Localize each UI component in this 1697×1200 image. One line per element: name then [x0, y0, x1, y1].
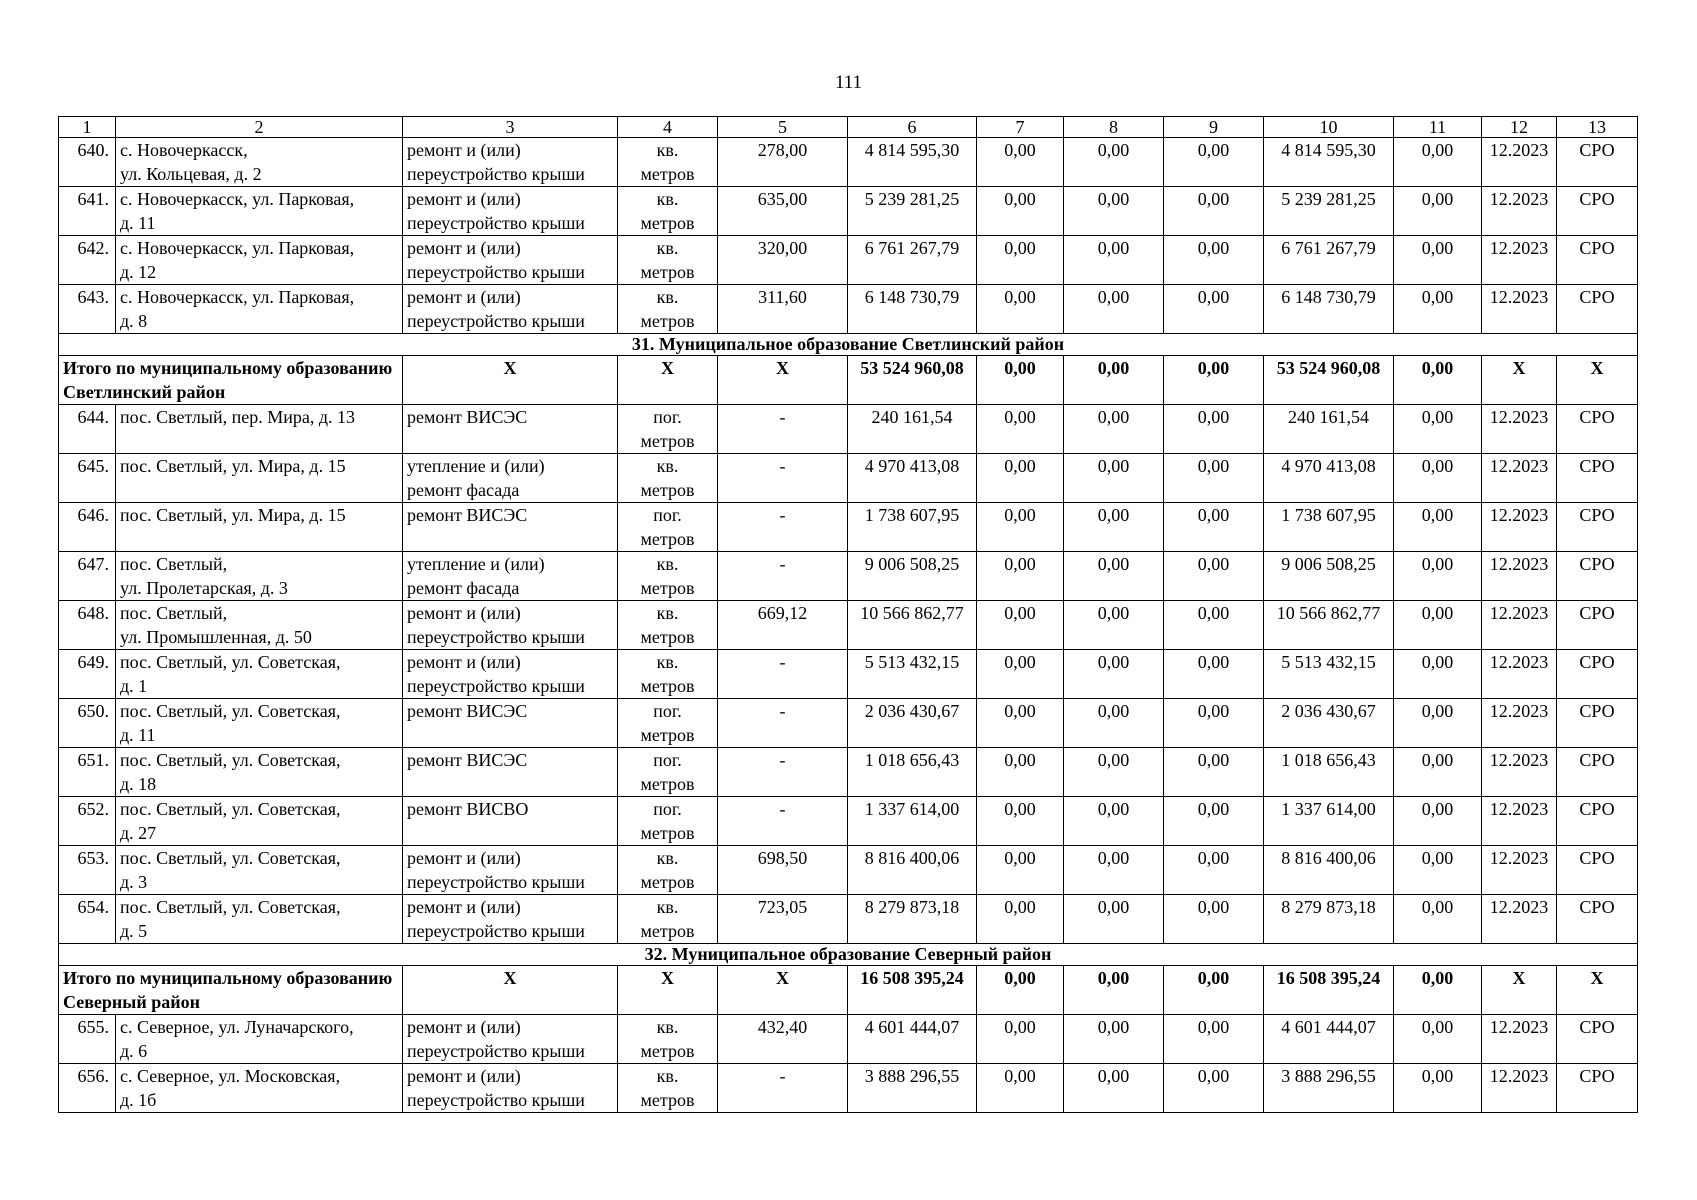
cell-cost-other: 0,00	[1394, 1015, 1482, 1064]
table-row	[59, 895, 1638, 944]
cell-row-number: 641.	[59, 187, 116, 236]
cell-method: СРО	[1557, 699, 1638, 748]
cell-deadline: 12.2023	[1482, 650, 1557, 699]
cell-cost-owners: 1 337 614,00	[1264, 797, 1394, 846]
cell-cost-regional: 0,00	[1064, 846, 1164, 895]
header-cell: 8	[1064, 117, 1164, 138]
cell-method: СРО	[1557, 138, 1638, 187]
cell-method: СРО	[1557, 503, 1638, 552]
cell-deadline: 12.2023	[1482, 454, 1557, 503]
cell-unit: кв. метров	[618, 454, 718, 503]
cell-cost-other: 0,00	[1394, 236, 1482, 285]
cell-deadline: 12.2023	[1482, 236, 1557, 285]
header-cell: 12	[1482, 117, 1557, 138]
cell-cost-owners: 8 279 873,18	[1264, 895, 1394, 944]
cell-deadline: 12.2023	[1482, 797, 1557, 846]
cell-unit: кв. метров	[618, 895, 718, 944]
cell-cost-federal: 0,00	[977, 1064, 1064, 1113]
cell-row-number: 646.	[59, 503, 116, 552]
cell-deadline: 12.2023	[1482, 699, 1557, 748]
cell-cost-federal: 0,00	[977, 748, 1064, 797]
cell-cost-other: 0,00	[1394, 650, 1482, 699]
cell-cost-owners: 4 814 595,30	[1264, 138, 1394, 187]
cell-deadline: 12.2023	[1482, 748, 1557, 797]
cell-cost-local: 0,00	[1164, 748, 1264, 797]
header-cell: 4	[618, 117, 718, 138]
cell-cost-other: 0,00	[1394, 846, 1482, 895]
column-number-header	[59, 117, 1638, 138]
cell-method: СРО	[1557, 650, 1638, 699]
total-cell: 0,00	[1064, 356, 1164, 405]
cell-deadline: 12.2023	[1482, 552, 1557, 601]
cell-method: СРО	[1557, 1015, 1638, 1064]
cell-deadline: 12.2023	[1482, 601, 1557, 650]
cell-cost-total: 8 816 400,06	[848, 846, 977, 895]
cell-cost-owners: 5 239 281,25	[1264, 187, 1394, 236]
cell-method: СРО	[1557, 846, 1638, 895]
cell-cost-local: 0,00	[1164, 454, 1264, 503]
cell-work-type: ремонт и (или) переустройство крыши	[403, 601, 618, 650]
cell-row-number: 652.	[59, 797, 116, 846]
cell-method: СРО	[1557, 601, 1638, 650]
section-31-header	[59, 334, 1638, 356]
table-row	[59, 846, 1638, 895]
cell-cost-total: 5 513 432,15	[848, 650, 977, 699]
cell-work-type: утепление и (или) ремонт фасада	[403, 454, 618, 503]
cell-cost-other: 0,00	[1394, 552, 1482, 601]
table-row	[59, 699, 1638, 748]
cell-work-type: ремонт ВИСЭС	[403, 699, 618, 748]
cell-area: -	[718, 454, 848, 503]
header-cell: 7	[977, 117, 1064, 138]
cell-row-number: 651.	[59, 748, 116, 797]
cell-row-number: 645.	[59, 454, 116, 503]
cell-unit: кв. метров	[618, 601, 718, 650]
cell-cost-total: 9 006 508,25	[848, 552, 977, 601]
total-cell: 0,00	[1164, 356, 1264, 405]
total-cell: 0,00	[977, 356, 1064, 405]
cell-method: СРО	[1557, 405, 1638, 454]
cell-address: с. Северное, ул. Московская, д. 1б	[116, 1064, 403, 1113]
cell-address: пос. Светлый, ул. Мира, д. 15	[116, 454, 403, 503]
total-cell: X	[618, 966, 718, 1015]
cell-work-type: ремонт и (или) переустройство крыши	[403, 1064, 618, 1113]
cell-work-type: ремонт ВИСЭС	[403, 503, 618, 552]
cell-method: СРО	[1557, 187, 1638, 236]
cell-cost-other: 0,00	[1394, 797, 1482, 846]
total-cell: 16 508 395,24	[848, 966, 977, 1015]
cell-cost-federal: 0,00	[977, 503, 1064, 552]
cell-cost-owners: 10 566 862,77	[1264, 601, 1394, 650]
cell-cost-total: 8 279 873,18	[848, 895, 977, 944]
table-row	[59, 748, 1638, 797]
cell-area: -	[718, 650, 848, 699]
cell-cost-owners: 6 761 267,79	[1264, 236, 1394, 285]
cell-address: пос. Светлый, ул. Советская, д. 1	[116, 650, 403, 699]
cell-address: с. Северное, ул. Луначарского, д. 6	[116, 1015, 403, 1064]
cell-deadline: 12.2023	[1482, 1064, 1557, 1113]
table-row	[59, 1064, 1638, 1113]
total-cell: 0,00	[977, 966, 1064, 1015]
cell-cost-regional: 0,00	[1064, 138, 1164, 187]
cell-cost-owners: 4 601 444,07	[1264, 1015, 1394, 1064]
cell-address: пос. Светлый, пер. Мира, д. 13	[116, 405, 403, 454]
cell-cost-total: 240 161,54	[848, 405, 977, 454]
cell-cost-total: 5 239 281,25	[848, 187, 977, 236]
total-label: Итого по муниципальному образованию Северный район	[59, 966, 403, 1015]
cell-unit: кв. метров	[618, 650, 718, 699]
cell-cost-regional: 0,00	[1064, 699, 1164, 748]
cell-unit: кв. метров	[618, 285, 718, 334]
cell-area: -	[718, 1064, 848, 1113]
cell-address: пос. Светлый, ул. Советская, д. 5	[116, 895, 403, 944]
cell-work-type: ремонт и (или) переустройство крыши	[403, 895, 618, 944]
cell-work-type: ремонт и (или) переустройство крыши	[403, 846, 618, 895]
table-row	[59, 454, 1638, 503]
cell-cost-regional: 0,00	[1064, 1064, 1164, 1113]
table-row	[59, 236, 1638, 285]
total-cell: X	[403, 356, 618, 405]
cell-cost-other: 0,00	[1394, 285, 1482, 334]
cell-cost-local: 0,00	[1164, 1015, 1264, 1064]
cell-address: пос. Светлый, ул. Пролетарская, д. 3	[116, 552, 403, 601]
rows-novocherkassk	[59, 138, 1638, 334]
cell-work-type: ремонт и (или) переустройство крыши	[403, 1015, 618, 1064]
total-cell: X	[1557, 966, 1638, 1015]
cell-cost-local: 0,00	[1164, 1064, 1264, 1113]
cell-cost-local: 0,00	[1164, 405, 1264, 454]
cell-cost-other: 0,00	[1394, 454, 1482, 503]
cell-address: пос. Светлый, ул. Советская, д. 3	[116, 846, 403, 895]
cell-cost-regional: 0,00	[1064, 650, 1164, 699]
cell-cost-total: 1 337 614,00	[848, 797, 977, 846]
cell-unit: пог. метров	[618, 797, 718, 846]
cell-deadline: 12.2023	[1482, 895, 1557, 944]
cell-work-type: ремонт ВИСВО	[403, 797, 618, 846]
header-cell: 1	[59, 117, 116, 138]
cell-area: 278,00	[718, 138, 848, 187]
cell-method: СРО	[1557, 236, 1638, 285]
cell-method: СРО	[1557, 895, 1638, 944]
cell-cost-other: 0,00	[1394, 503, 1482, 552]
cell-cost-local: 0,00	[1164, 797, 1264, 846]
cell-work-type: ремонт и (или) переустройство крыши	[403, 650, 618, 699]
cell-work-type: ремонт ВИСЭС	[403, 748, 618, 797]
cell-deadline: 12.2023	[1482, 405, 1557, 454]
table-row	[59, 187, 1638, 236]
cell-cost-local: 0,00	[1164, 138, 1264, 187]
cell-cost-federal: 0,00	[977, 552, 1064, 601]
cell-cost-regional: 0,00	[1064, 454, 1164, 503]
cell-work-type: ремонт и (или) переустройство крыши	[403, 138, 618, 187]
cell-deadline: 12.2023	[1482, 846, 1557, 895]
cell-area: -	[718, 552, 848, 601]
cell-unit: пог. метров	[618, 699, 718, 748]
cell-cost-federal: 0,00	[977, 895, 1064, 944]
total-cell: 53 524 960,08	[1264, 356, 1394, 405]
cell-address: с. Новочеркасск, ул. Кольцевая, д. 2	[116, 138, 403, 187]
cell-work-type: ремонт и (или) переустройство крыши	[403, 285, 618, 334]
section-title: 31. Муниципальное образование Светлинский район	[59, 334, 1638, 356]
section-32-header	[59, 944, 1638, 966]
cell-work-type: утепление и (или) ремонт фасада	[403, 552, 618, 601]
cell-cost-other: 0,00	[1394, 748, 1482, 797]
cell-cost-regional: 0,00	[1064, 187, 1164, 236]
cell-cost-regional: 0,00	[1064, 601, 1164, 650]
cell-area: 698,50	[718, 846, 848, 895]
cell-row-number: 643.	[59, 285, 116, 334]
cell-area: 635,00	[718, 187, 848, 236]
cell-cost-total: 6 148 730,79	[848, 285, 977, 334]
table-row	[59, 601, 1638, 650]
cell-method: СРО	[1557, 1064, 1638, 1113]
cell-method: СРО	[1557, 748, 1638, 797]
section-32-total-row	[59, 966, 1638, 1015]
cell-cost-owners: 1 018 656,43	[1264, 748, 1394, 797]
table-row	[59, 552, 1638, 601]
cell-cost-other: 0,00	[1394, 895, 1482, 944]
cell-cost-total: 10 566 862,77	[848, 601, 977, 650]
cell-address: пос. Светлый, ул. Промышленная, д. 50	[116, 601, 403, 650]
cell-cost-federal: 0,00	[977, 1015, 1064, 1064]
cell-cost-local: 0,00	[1164, 236, 1264, 285]
cell-cost-total: 4 601 444,07	[848, 1015, 977, 1064]
cell-area: 311,60	[718, 285, 848, 334]
cell-cost-total: 4 970 413,08	[848, 454, 977, 503]
section-31-total-row	[59, 356, 1638, 405]
cell-cost-regional: 0,00	[1064, 748, 1164, 797]
cell-cost-federal: 0,00	[977, 650, 1064, 699]
cell-unit: кв. метров	[618, 1064, 718, 1113]
cell-area: -	[718, 797, 848, 846]
cell-area: -	[718, 748, 848, 797]
cell-method: СРО	[1557, 797, 1638, 846]
cell-row-number: 644.	[59, 405, 116, 454]
rows-svetlinsky	[59, 405, 1638, 944]
cell-row-number: 649.	[59, 650, 116, 699]
capital-repair-register-table	[58, 116, 1638, 1113]
cell-cost-regional: 0,00	[1064, 895, 1164, 944]
total-label: Итого по муниципальному образованию Светлинский район	[59, 356, 403, 405]
cell-cost-owners: 3 888 296,55	[1264, 1064, 1394, 1113]
header-cell: 11	[1394, 117, 1482, 138]
cell-cost-other: 0,00	[1394, 601, 1482, 650]
cell-cost-total: 6 761 267,79	[848, 236, 977, 285]
cell-cost-owners: 5 513 432,15	[1264, 650, 1394, 699]
cell-unit: кв. метров	[618, 138, 718, 187]
cell-cost-total: 3 888 296,55	[848, 1064, 977, 1113]
cell-cost-owners: 4 970 413,08	[1264, 454, 1394, 503]
cell-area: -	[718, 405, 848, 454]
total-cell: X	[618, 356, 718, 405]
header-cell: 10	[1264, 117, 1394, 138]
cell-area: 320,00	[718, 236, 848, 285]
rows-severny	[59, 1015, 1638, 1113]
cell-address: пос. Светлый, ул. Советская, д. 18	[116, 748, 403, 797]
cell-method: СРО	[1557, 552, 1638, 601]
cell-cost-owners: 2 036 430,67	[1264, 699, 1394, 748]
cell-cost-regional: 0,00	[1064, 405, 1164, 454]
cell-address: с. Новочеркасск, ул. Парковая, д. 12	[116, 236, 403, 285]
cell-cost-local: 0,00	[1164, 601, 1264, 650]
table-row	[59, 1015, 1638, 1064]
cell-cost-total: 4 814 595,30	[848, 138, 977, 187]
table-row	[59, 797, 1638, 846]
table-row	[59, 405, 1638, 454]
cell-cost-owners: 240 161,54	[1264, 405, 1394, 454]
header-cell: 9	[1164, 117, 1264, 138]
header-cell: 2	[116, 117, 403, 138]
cell-deadline: 12.2023	[1482, 187, 1557, 236]
cell-cost-other: 0,00	[1394, 1064, 1482, 1113]
cell-unit: кв. метров	[618, 236, 718, 285]
cell-cost-total: 1 738 607,95	[848, 503, 977, 552]
cell-unit: кв. метров	[618, 846, 718, 895]
cell-cost-federal: 0,00	[977, 187, 1064, 236]
cell-row-number: 653.	[59, 846, 116, 895]
cell-address: с. Новочеркасск, ул. Парковая, д. 8	[116, 285, 403, 334]
cell-work-type: ремонт ВИСЭС	[403, 405, 618, 454]
cell-cost-regional: 0,00	[1064, 1015, 1164, 1064]
cell-unit: пог. метров	[618, 405, 718, 454]
cell-row-number: 654.	[59, 895, 116, 944]
cell-cost-federal: 0,00	[977, 138, 1064, 187]
page-number: 111	[834, 72, 863, 93]
cell-cost-owners: 6 148 730,79	[1264, 285, 1394, 334]
cell-area: 432,40	[718, 1015, 848, 1064]
total-cell: 0,00	[1064, 966, 1164, 1015]
cell-cost-regional: 0,00	[1064, 503, 1164, 552]
total-cell: X	[1482, 356, 1557, 405]
cell-cost-local: 0,00	[1164, 187, 1264, 236]
cell-cost-federal: 0,00	[977, 405, 1064, 454]
header-cell: 3	[403, 117, 618, 138]
header-cell: 13	[1557, 117, 1638, 138]
section-title: 32. Муниципальное образование Северный район	[59, 944, 1638, 966]
header-cell: 6	[848, 117, 977, 138]
cell-deadline: 12.2023	[1482, 285, 1557, 334]
cell-cost-owners: 1 738 607,95	[1264, 503, 1394, 552]
cell-cost-federal: 0,00	[977, 454, 1064, 503]
cell-cost-local: 0,00	[1164, 699, 1264, 748]
cell-cost-federal: 0,00	[977, 236, 1064, 285]
cell-cost-other: 0,00	[1394, 138, 1482, 187]
cell-area: -	[718, 503, 848, 552]
cell-row-number: 647.	[59, 552, 116, 601]
cell-cost-local: 0,00	[1164, 503, 1264, 552]
header-cell: 5	[718, 117, 848, 138]
cell-area: 669,12	[718, 601, 848, 650]
cell-cost-federal: 0,00	[977, 699, 1064, 748]
cell-row-number: 648.	[59, 601, 116, 650]
cell-cost-federal: 0,00	[977, 797, 1064, 846]
cell-row-number: 655.	[59, 1015, 116, 1064]
cell-cost-local: 0,00	[1164, 895, 1264, 944]
table-row	[59, 650, 1638, 699]
cell-unit: кв. метров	[618, 187, 718, 236]
total-cell: 0,00	[1394, 966, 1482, 1015]
cell-unit: пог. метров	[618, 503, 718, 552]
cell-cost-other: 0,00	[1394, 405, 1482, 454]
total-cell: X	[718, 966, 848, 1015]
cell-row-number: 640.	[59, 138, 116, 187]
cell-cost-total: 1 018 656,43	[848, 748, 977, 797]
cell-work-type: ремонт и (или) переустройство крыши	[403, 187, 618, 236]
total-cell: X	[403, 966, 618, 1015]
cell-area: -	[718, 699, 848, 748]
cell-cost-owners: 9 006 508,25	[1264, 552, 1394, 601]
table-row	[59, 503, 1638, 552]
cell-area: 723,05	[718, 895, 848, 944]
cell-cost-local: 0,00	[1164, 285, 1264, 334]
cell-deadline: 12.2023	[1482, 138, 1557, 187]
cell-cost-other: 0,00	[1394, 699, 1482, 748]
cell-cost-regional: 0,00	[1064, 552, 1164, 601]
cell-work-type: ремонт и (или) переустройство крыши	[403, 236, 618, 285]
cell-row-number: 650.	[59, 699, 116, 748]
cell-unit: пог. метров	[618, 748, 718, 797]
cell-cost-local: 0,00	[1164, 650, 1264, 699]
cell-cost-regional: 0,00	[1064, 797, 1164, 846]
total-cell: 53 524 960,08	[848, 356, 977, 405]
cell-cost-local: 0,00	[1164, 552, 1264, 601]
cell-unit: кв. метров	[618, 1015, 718, 1064]
cell-cost-federal: 0,00	[977, 846, 1064, 895]
cell-address: пос. Светлый, ул. Советская, д. 27	[116, 797, 403, 846]
cell-row-number: 656.	[59, 1064, 116, 1113]
table-row	[59, 285, 1638, 334]
cell-address: пос. Светлый, ул. Советская, д. 11	[116, 699, 403, 748]
cell-cost-other: 0,00	[1394, 187, 1482, 236]
table-row	[59, 138, 1638, 187]
cell-deadline: 12.2023	[1482, 1015, 1557, 1064]
total-cell: 0,00	[1164, 966, 1264, 1015]
cell-unit: кв. метров	[618, 552, 718, 601]
cell-cost-federal: 0,00	[977, 601, 1064, 650]
total-cell: X	[718, 356, 848, 405]
cell-row-number: 642.	[59, 236, 116, 285]
cell-cost-regional: 0,00	[1064, 285, 1164, 334]
cell-method: СРО	[1557, 285, 1638, 334]
cell-cost-owners: 8 816 400,06	[1264, 846, 1394, 895]
total-cell: 0,00	[1394, 356, 1482, 405]
cell-cost-federal: 0,00	[977, 285, 1064, 334]
total-cell: X	[1482, 966, 1557, 1015]
cell-method: СРО	[1557, 454, 1638, 503]
cell-cost-regional: 0,00	[1064, 236, 1164, 285]
cell-deadline: 12.2023	[1482, 503, 1557, 552]
total-cell: 16 508 395,24	[1264, 966, 1394, 1015]
cell-cost-local: 0,00	[1164, 846, 1264, 895]
total-cell: X	[1557, 356, 1638, 405]
cell-address: с. Новочеркасск, ул. Парковая, д. 11	[116, 187, 403, 236]
cell-cost-total: 2 036 430,67	[848, 699, 977, 748]
cell-address: пос. Светлый, ул. Мира, д. 15	[116, 503, 403, 552]
